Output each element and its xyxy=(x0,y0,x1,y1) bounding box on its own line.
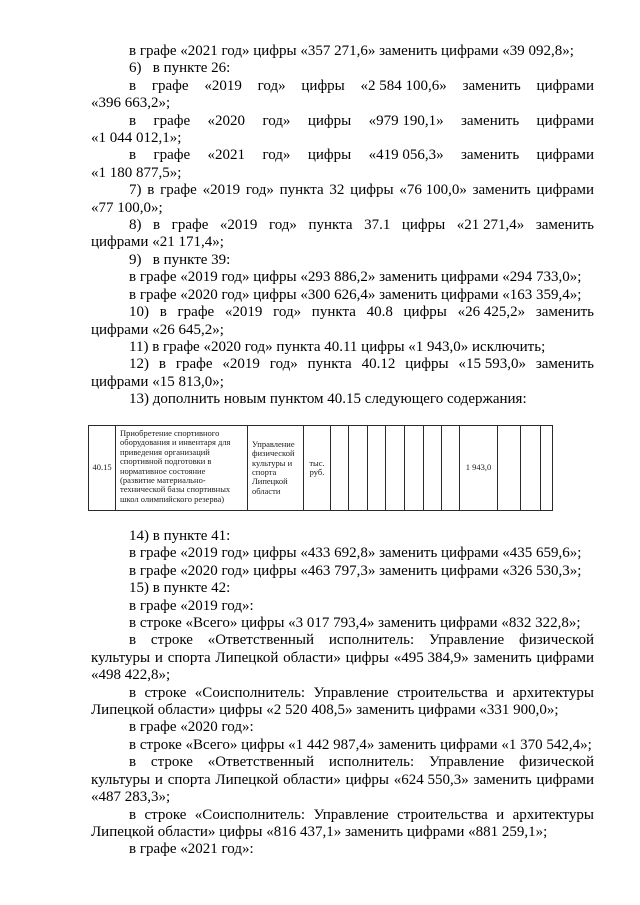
empty-cell xyxy=(541,426,553,511)
text-line: 6) в пункте 26: xyxy=(129,60,231,77)
amendment-paragraph xyxy=(91,528,594,545)
number-value: 979 190,1 xyxy=(376,112,437,129)
text-line: Липецкой области» цифры «2 520 408,5» заменить цифрами «331 900,0»; xyxy=(91,702,559,719)
cell-text-line: спорта xyxy=(252,467,277,477)
amendments-part-1 xyxy=(91,43,594,409)
number-value: 2 584 100,6 xyxy=(368,77,440,94)
text-line: 7) в графе «2019 год» пункта 32 цифры «76 100,0» заменить цифрами xyxy=(129,182,594,199)
text-line: культуры и спорта Липецкой области» цифры «495 384,9» заменить цифрами xyxy=(91,649,594,666)
text-line: в графе «2020 год»: xyxy=(129,719,254,736)
text-line: 11) в графе «2020 год» пункта 40.11 цифры «1 943,0» исключить; xyxy=(129,338,546,355)
text-line: в строке «Всего» цифры «1 442 987,4» заменить цифрами «1 370 542,4»; xyxy=(129,736,592,753)
unit-cell xyxy=(304,426,331,511)
amendment-paragraph xyxy=(91,252,594,269)
number-value: 15 593,0 xyxy=(465,356,519,373)
amendment-paragraph xyxy=(91,78,594,113)
amendment-paragraph xyxy=(91,754,594,806)
amendment-paragraph xyxy=(91,615,594,632)
amendment-paragraph xyxy=(91,841,594,858)
program-measures-table xyxy=(88,425,553,511)
text-line: 15) в пункте 42: xyxy=(129,580,231,597)
cell-text-line: спортивной подготовки в xyxy=(120,456,212,467)
measure-name-cell xyxy=(116,426,248,511)
text-line: 8) в графе «2019 год» пункта 37.1 цифры «21 271,4» заменить xyxy=(129,217,594,234)
amendment-paragraph xyxy=(91,269,594,286)
amendment-paragraph xyxy=(91,737,594,754)
empty-cell xyxy=(405,426,424,511)
cell-text-line: области xyxy=(252,485,281,496)
amendment-paragraph xyxy=(91,304,594,339)
cell-text-line: приведения организаций xyxy=(120,446,210,457)
text-line: цифрами «15 813,0»; xyxy=(91,373,224,390)
amount-cell xyxy=(460,426,498,511)
amendment-paragraph xyxy=(91,113,594,148)
amendment-paragraph xyxy=(91,563,594,580)
text-line: Липецкой области» цифры «816 437,1» заменить цифрами «881 259,1»; xyxy=(91,823,548,840)
amendment-paragraph xyxy=(91,287,594,304)
cell-text-line: Управление xyxy=(252,438,295,449)
cell-text-line: нормативное состояние xyxy=(120,465,206,476)
text-line: 13) дополнить новым пунктом 40.15 следующего содержания: xyxy=(129,391,527,408)
text-line: «1 180 877,5»; xyxy=(91,164,182,181)
empty-cell xyxy=(349,426,368,511)
text-line: 14) в пункте 41: xyxy=(129,528,231,544)
text-line: в строке «Ответственный исполнитель: Управление физической xyxy=(129,632,594,649)
empty-cell xyxy=(498,426,521,511)
amendment-paragraph xyxy=(91,43,594,60)
number-value: 624 550,3 xyxy=(401,771,462,788)
text-line: в графе «2021 год» цифры «419 056,3» заменить цифрами xyxy=(129,147,594,164)
amendment-paragraph xyxy=(91,632,594,684)
text-line: цифрами «26 645,2»; xyxy=(91,321,224,338)
text-line: в графе «2019 год»: xyxy=(129,597,254,614)
text-line: в графе «2019 год» цифры «433 692,8» заменить цифрами «435 659,6»; xyxy=(129,545,582,562)
text-line: в графе «2021 год»: xyxy=(129,841,254,858)
text-line: в графе «2019 год» цифры «293 886,2» заменить цифрами «294 733,0»; xyxy=(129,269,582,286)
text-line: «396 663,2»; xyxy=(91,95,171,112)
cell-text-line: технической базы спортивных xyxy=(120,484,231,495)
amendment-paragraph xyxy=(91,339,594,356)
amendment-paragraph xyxy=(91,60,594,77)
row-number: 40.15 xyxy=(92,462,112,473)
empty-cell xyxy=(424,426,442,511)
amendment-paragraph xyxy=(91,545,594,562)
text-line: «498 422,8»; xyxy=(91,667,171,684)
amount-value: 1 943,0 xyxy=(465,462,492,473)
amendment-paragraph xyxy=(91,391,594,408)
text-line: в строке «Ответственный исполнитель: Управление физической xyxy=(129,754,594,771)
text-line: «487 283,3»; xyxy=(91,789,171,806)
empty-cell xyxy=(331,426,349,511)
number-value: 419 056,3 xyxy=(376,147,437,164)
text-line: цифрами «21 171,4»; xyxy=(91,234,224,251)
amendment-paragraph xyxy=(91,807,594,842)
amendment-paragraph xyxy=(91,217,594,252)
text-line: 9) в пункте 39: xyxy=(129,251,231,268)
number-value: 26 425,2 xyxy=(465,304,518,321)
text-line: «77 100,0»; xyxy=(91,199,163,216)
empty-cell xyxy=(442,426,460,511)
cell-text-line: оборудования и инвентаря для xyxy=(120,437,231,448)
text-line: в строке «Всего» цифры «3 017 793,4» заменить цифрами «832 322,8»; xyxy=(129,615,581,632)
cell-text-line: тыс. xyxy=(309,457,325,468)
amendment-paragraph xyxy=(91,356,594,391)
number-value: 76 100,0 xyxy=(406,182,460,199)
amendment-paragraph xyxy=(91,147,594,182)
empty-cell xyxy=(386,426,405,511)
number-value: 21 271,4 xyxy=(464,217,517,234)
cell-text-line: школ олимпийского резерва) xyxy=(120,493,225,504)
text-line: 12) в графе «2019 год» пункта 40.12 цифры «15 593,0» заменить xyxy=(129,356,595,373)
cell-text-line: физической xyxy=(252,448,295,459)
empty-cell xyxy=(368,426,386,511)
text-line: в строке «Соисполнитель: Управление строительства и архитектуры xyxy=(129,684,594,701)
text-line: в графе «2019 год» цифры «2 584 100,6» заменить цифрами xyxy=(129,77,594,94)
cell-text-line: Липецкой xyxy=(252,476,288,487)
row-number-cell xyxy=(89,426,116,511)
text-line: в графе «2020 год» цифры «463 797,3» заменить цифрами «326 530,3»; xyxy=(129,562,582,579)
text-line: «1 044 012,1»; xyxy=(91,130,182,147)
text-line: культуры и спорта Липецкой области» цифры «624 550,3» заменить цифрами xyxy=(91,771,594,788)
amendment-paragraph xyxy=(91,182,594,217)
text-line: в строке «Соисполнитель: Управление строительства и архитектуры xyxy=(129,806,594,823)
amendment-paragraph xyxy=(91,719,594,736)
amendments-part-2 xyxy=(91,528,594,859)
cell-text-line: руб. xyxy=(309,467,325,477)
amendment-paragraph xyxy=(91,598,594,615)
text-line: в графе «2020 год» цифры «979 190,1» заменить цифрами xyxy=(129,112,594,129)
cell-text-line: культуры и xyxy=(252,457,293,468)
text-line: 10) в графе «2019 год» пункта 40.8 цифры «26 425,2» заменить xyxy=(129,304,595,321)
cell-text-line: Приобретение спортивного xyxy=(120,428,220,438)
empty-cell xyxy=(521,426,541,511)
number-value: 495 384,9 xyxy=(401,649,462,666)
executor-cell xyxy=(248,426,304,511)
amendment-paragraph xyxy=(91,580,594,597)
table-row xyxy=(89,426,553,511)
amendment-paragraph xyxy=(91,685,594,720)
cell-text-line: (развитие материально- xyxy=(120,475,206,486)
text-line: в графе «2020 год» цифры «300 626,4» заменить цифрами «163 359,4»; xyxy=(129,286,582,303)
text-line: в графе «2021 год» цифры «357 271,6» заменить цифрами «39 092,8»; xyxy=(129,43,574,59)
